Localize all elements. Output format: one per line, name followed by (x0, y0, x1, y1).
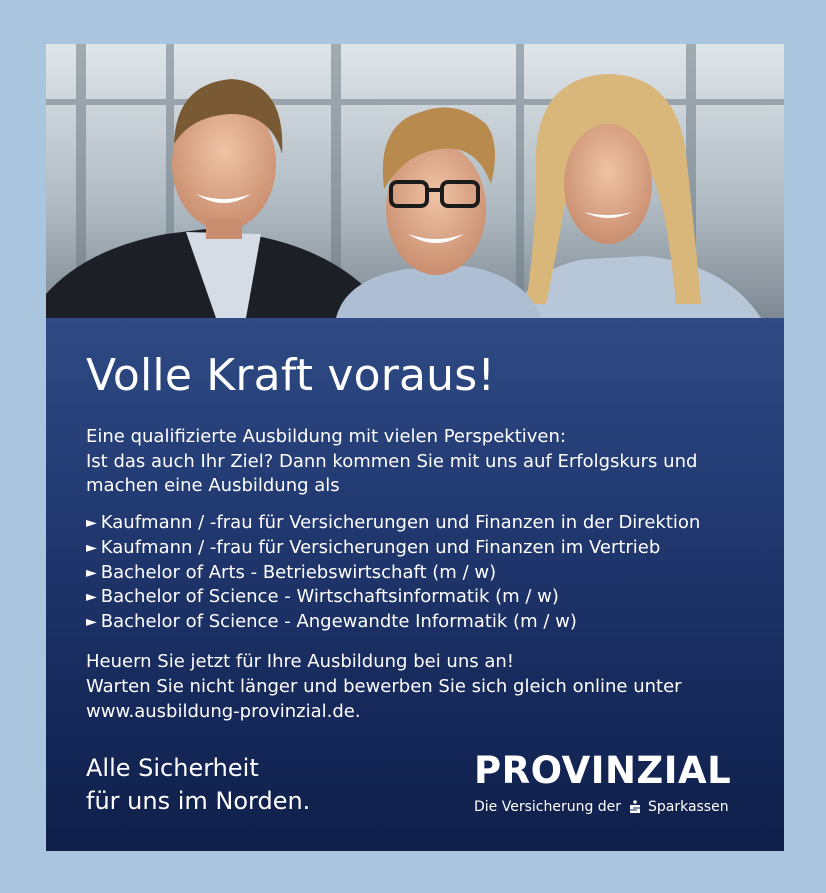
text-panel (46, 318, 784, 851)
list-item-text: Bachelor of Arts - Betriebswirtschaft (m / w) (100, 561, 497, 583)
slogan-line: Alle Sicherheit (86, 754, 259, 782)
brand-name: PROVINZIAL (474, 749, 732, 792)
intro-line: Ist das auch Ihr Ziel? Dann kommen Sie mit uns auf Erfolgskurs und (86, 450, 698, 472)
list-item-text: Bachelor of Science - Angewandte Informatik (m / w) (100, 611, 577, 633)
closing-line: Heuern Sie jetzt für Ihre Ausbildung bei uns an! (86, 651, 514, 672)
list-item-text: Kaufmann / -frau für Versicherungen und Finanzen im Vertrieb (100, 536, 661, 558)
intro-line: machen eine Ausbildung als (86, 475, 340, 496)
slogan-line: für uns im Norden. (86, 787, 311, 815)
closing-paragraph (86, 649, 682, 724)
hero-photo (46, 44, 784, 318)
closing-line-url: www.ausbildung-provinzial.de. (86, 701, 361, 722)
brand-tagline-after: Sparkassen (647, 799, 729, 815)
bullet-triangle-icon: ► (86, 589, 97, 606)
advertisement (46, 44, 784, 851)
bullet-triangle-icon: ► (86, 614, 97, 631)
list-item (86, 511, 700, 536)
photo-three-people (46, 44, 784, 318)
intro-line: Eine qualifizierte Ausbildung mit vielen Perspektiven: (86, 426, 566, 447)
provinzial-logo (474, 750, 746, 816)
bullet-triangle-icon: ► (86, 539, 97, 556)
bullet-triangle-icon: ► (86, 564, 97, 581)
closing-line: Warten Sie nicht länger und bewerben Sie sich gleich online unter (86, 676, 682, 697)
brand-tagline (474, 798, 746, 816)
training-list (86, 511, 700, 635)
list-item (86, 585, 700, 610)
list-item-text: Bachelor of Science - Wirtschaftsinformatik (m / w) (100, 586, 559, 608)
headline: Volle Kraft voraus! (86, 350, 496, 401)
brand-tagline-before: Die Versicherung der (474, 799, 622, 815)
list-item-text: Kaufmann / -frau für Versicherungen und Finanzen in der Direktion (100, 512, 701, 533)
sparkassen-s-icon (629, 800, 641, 813)
bullet-triangle-icon: ► (86, 515, 97, 531)
list-item (86, 561, 700, 586)
slogan (86, 752, 310, 818)
list-item (86, 610, 700, 635)
list-item (86, 536, 700, 561)
intro-paragraph (86, 425, 697, 499)
